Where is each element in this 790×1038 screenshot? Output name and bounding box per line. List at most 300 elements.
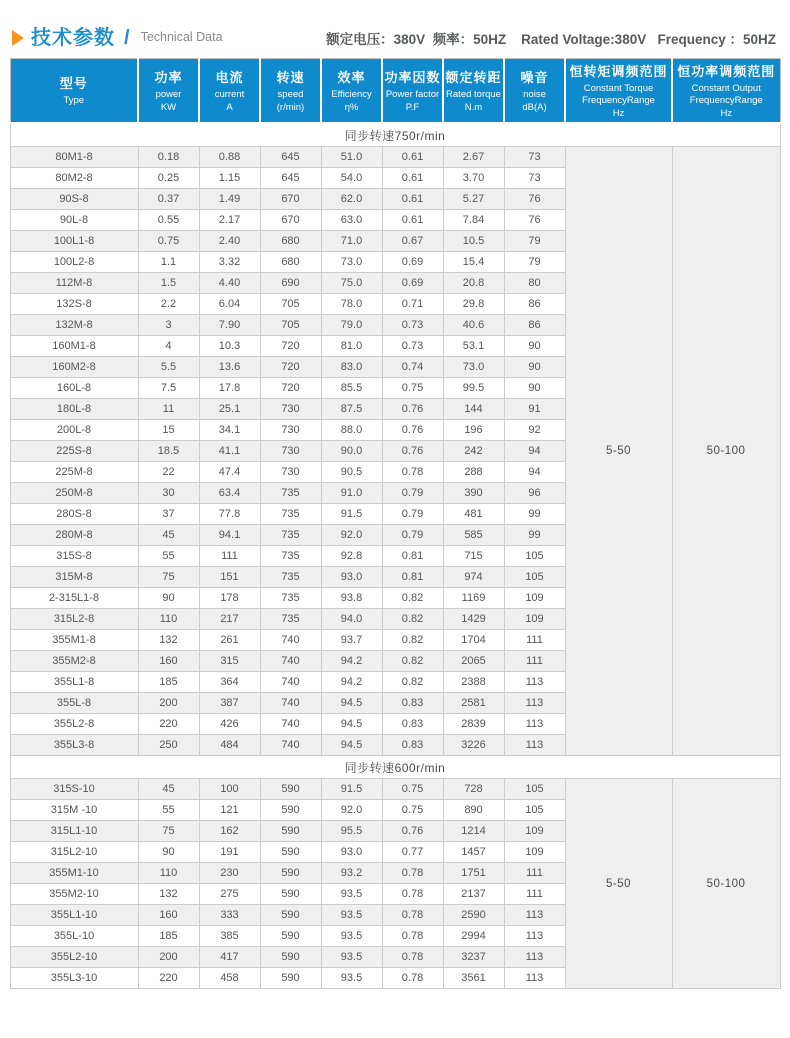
cell: 1457	[443, 842, 504, 863]
cell: 45	[138, 525, 199, 546]
cell: 720	[260, 357, 321, 378]
cell: 78.0	[321, 294, 382, 315]
constant-output-range-cell: 50-100	[672, 779, 780, 989]
cell: 225S-8	[10, 441, 138, 462]
cell: 417	[199, 947, 260, 968]
cell: 720	[260, 378, 321, 399]
cell: 2994	[443, 926, 504, 947]
cell: 3	[138, 315, 199, 336]
cell: 90	[504, 378, 565, 399]
cell: 180L-8	[10, 399, 138, 420]
cell: 735	[260, 609, 321, 630]
cell: 63.0	[321, 210, 382, 231]
cell: 735	[260, 483, 321, 504]
cell: 250	[138, 735, 199, 756]
cell: 0.88	[199, 147, 260, 168]
cell: 225M-8	[10, 462, 138, 483]
cell: 45	[138, 779, 199, 800]
cell: 77.8	[199, 504, 260, 525]
cell: 160M1-8	[10, 336, 138, 357]
cell: 0.82	[382, 630, 443, 651]
cell: 355L-8	[10, 693, 138, 714]
cell: 2.17	[199, 210, 260, 231]
cell: 92.8	[321, 546, 382, 567]
cell: 315L2-8	[10, 609, 138, 630]
cell: 2.40	[199, 231, 260, 252]
table-header	[10, 59, 780, 124]
cell: 91	[504, 399, 565, 420]
column-header	[138, 59, 199, 124]
cell: 1.15	[199, 168, 260, 189]
cell: 90	[138, 588, 199, 609]
cell: 670	[260, 210, 321, 231]
column-header-en: dB(A)	[522, 101, 547, 113]
cell: 109	[504, 842, 565, 863]
cell: 2065	[443, 651, 504, 672]
column-header	[199, 59, 260, 124]
cell: 18.5	[138, 441, 199, 462]
page-title	[12, 28, 223, 48]
cell: 220	[138, 968, 199, 989]
cell: 315L1-10	[10, 821, 138, 842]
column-header	[260, 59, 321, 124]
cell: 730	[260, 441, 321, 462]
cell: 93.0	[321, 567, 382, 588]
cell: 92.0	[321, 525, 382, 546]
constant-output-range-cell: 50-100	[672, 147, 780, 756]
cell: 740	[260, 672, 321, 693]
cell: 0.79	[382, 483, 443, 504]
cell: 160M2-8	[10, 357, 138, 378]
cell: 355L1-10	[10, 905, 138, 926]
cell: 590	[260, 968, 321, 989]
cell: 105	[504, 800, 565, 821]
cell: 93.7	[321, 630, 382, 651]
cell: 0.81	[382, 546, 443, 567]
cell: 735	[260, 546, 321, 567]
cell: 93.8	[321, 588, 382, 609]
cell: 426	[199, 714, 260, 735]
cell: 105	[504, 779, 565, 800]
column-header	[443, 59, 504, 124]
cell: 1704	[443, 630, 504, 651]
cell: 355L3-10	[10, 968, 138, 989]
column-header	[10, 59, 138, 124]
cell: 86	[504, 315, 565, 336]
cell: 2590	[443, 905, 504, 926]
cell: 0.76	[382, 441, 443, 462]
column-header-en: current	[214, 89, 245, 101]
cell: 87.5	[321, 399, 382, 420]
cell: 280M-8	[10, 525, 138, 546]
cell: 2-315L1-8	[10, 588, 138, 609]
column-header-en: P.F	[405, 101, 420, 113]
cell: 590	[260, 779, 321, 800]
column-header-en: Hz	[720, 107, 733, 119]
technical-data-table	[10, 58, 781, 989]
column-header-cn: 功率	[154, 70, 183, 86]
column-header	[504, 59, 565, 124]
cell: 217	[199, 609, 260, 630]
cell: 705	[260, 294, 321, 315]
column-header-en: A	[226, 101, 233, 113]
cell: 132M-8	[10, 315, 138, 336]
cell: 91.0	[321, 483, 382, 504]
column-header-en: KW	[160, 101, 177, 113]
cell: 93.0	[321, 842, 382, 863]
cell: 0.78	[382, 462, 443, 483]
cell: 275	[199, 884, 260, 905]
cell: 2581	[443, 693, 504, 714]
cell: 79	[504, 231, 565, 252]
cell: 55	[138, 546, 199, 567]
cell: 162	[199, 821, 260, 842]
cell: 90.0	[321, 441, 382, 462]
column-header	[672, 59, 780, 124]
cell: 112M-8	[10, 273, 138, 294]
cell: 90	[138, 842, 199, 863]
cell: 0.75	[382, 800, 443, 821]
cell: 75	[138, 821, 199, 842]
cell: 680	[260, 252, 321, 273]
cell: 242	[443, 441, 504, 462]
cell: 29.8	[443, 294, 504, 315]
cell: 93.5	[321, 884, 382, 905]
cell: 92.0	[321, 800, 382, 821]
header-row	[10, 59, 780, 124]
cell: 7.90	[199, 315, 260, 336]
constant-torque-range-cell: 5-50	[565, 147, 672, 756]
cell: 315S-10	[10, 779, 138, 800]
cell: 458	[199, 968, 260, 989]
cell: 196	[443, 420, 504, 441]
cell: 0.76	[382, 399, 443, 420]
cell: 387	[199, 693, 260, 714]
cell: 0.77	[382, 842, 443, 863]
cell: 99	[504, 504, 565, 525]
cell: 7.5	[138, 378, 199, 399]
cell: 1.5	[138, 273, 199, 294]
cell: 111	[504, 884, 565, 905]
cell: 590	[260, 800, 321, 821]
cell: 0.75	[382, 378, 443, 399]
cell: 0.61	[382, 168, 443, 189]
cell: 15.4	[443, 252, 504, 273]
cell: 75.0	[321, 273, 382, 294]
cell: 113	[504, 693, 565, 714]
cell: 0.61	[382, 147, 443, 168]
cell: 34.1	[199, 420, 260, 441]
cell: 99	[504, 525, 565, 546]
cell: 73	[504, 168, 565, 189]
cell: 0.76	[382, 420, 443, 441]
cell: 62.0	[321, 189, 382, 210]
cell: 105	[504, 567, 565, 588]
column-header-cn: 噪音	[520, 70, 549, 86]
cell: 76	[504, 210, 565, 231]
cell: 590	[260, 947, 321, 968]
cell: 111	[504, 863, 565, 884]
cell: 76	[504, 189, 565, 210]
cell: 160	[138, 651, 199, 672]
cell: 94.5	[321, 693, 382, 714]
cell: 54.0	[321, 168, 382, 189]
cell: 160L-8	[10, 378, 138, 399]
cell: 113	[504, 947, 565, 968]
cell: 315S-8	[10, 546, 138, 567]
cell: 390	[443, 483, 504, 504]
cell: 974	[443, 567, 504, 588]
cell: 890	[443, 800, 504, 821]
cell: 0.79	[382, 525, 443, 546]
cell: 1214	[443, 821, 504, 842]
cell: 315M-8	[10, 567, 138, 588]
column-header-cn: 恒转矩调频范围	[569, 64, 668, 79]
title-bar	[0, 0, 790, 58]
cell: 0.61	[382, 210, 443, 231]
cell: 590	[260, 863, 321, 884]
cell: 220	[138, 714, 199, 735]
cell: 2137	[443, 884, 504, 905]
column-header-en: Efficiency	[331, 89, 372, 101]
cell: 55	[138, 800, 199, 821]
cell: 132	[138, 884, 199, 905]
cell: 0.82	[382, 588, 443, 609]
cell: 94.5	[321, 714, 382, 735]
column-header-cn: 功率因数	[384, 70, 441, 86]
cell: 585	[443, 525, 504, 546]
cell: 93.2	[321, 863, 382, 884]
cell: 11	[138, 399, 199, 420]
cell: 110	[138, 863, 199, 884]
cell: 80M2-8	[10, 168, 138, 189]
cell: 2388	[443, 672, 504, 693]
cell: 0.78	[382, 863, 443, 884]
page-title-en: Technical Data	[140, 30, 223, 45]
cell: 250M-8	[10, 483, 138, 504]
cell: 355M2-8	[10, 651, 138, 672]
cell: 91.5	[321, 504, 382, 525]
column-header	[565, 59, 672, 124]
cell: 740	[260, 735, 321, 756]
cell: 93.5	[321, 947, 382, 968]
cell: 94	[504, 462, 565, 483]
cell: 86	[504, 294, 565, 315]
cell: 37	[138, 504, 199, 525]
cell: 1429	[443, 609, 504, 630]
page-title-slash: /	[124, 27, 130, 49]
cell: 355L3-8	[10, 735, 138, 756]
cell: 15	[138, 420, 199, 441]
cell: 200	[138, 693, 199, 714]
column-header-en: Constant Torque	[583, 83, 654, 94]
cell: 670	[260, 189, 321, 210]
cell: 110	[138, 609, 199, 630]
cell: 20.8	[443, 273, 504, 294]
cell: 3.70	[443, 168, 504, 189]
cell: 6.04	[199, 294, 260, 315]
cell: 90	[504, 336, 565, 357]
column-header-en: Constant Output	[691, 83, 761, 94]
cell: 740	[260, 714, 321, 735]
cell: 735	[260, 525, 321, 546]
cell: 0.78	[382, 905, 443, 926]
cell: 113	[504, 735, 565, 756]
cell: 71.0	[321, 231, 382, 252]
column-header	[321, 59, 382, 124]
cell: 3.32	[199, 252, 260, 273]
cell: 100	[199, 779, 260, 800]
cell: 0.37	[138, 189, 199, 210]
cell: 109	[504, 609, 565, 630]
cell: 355M1-10	[10, 863, 138, 884]
cell: 355M1-8	[10, 630, 138, 651]
cell: 590	[260, 821, 321, 842]
cell: 730	[260, 399, 321, 420]
cell: 99.5	[443, 378, 504, 399]
cell: 79.0	[321, 315, 382, 336]
cell: 0.79	[382, 504, 443, 525]
cell: 481	[443, 504, 504, 525]
cell: 53.1	[443, 336, 504, 357]
cell: 2.67	[443, 147, 504, 168]
cell: 63.4	[199, 483, 260, 504]
cell: 94.5	[321, 735, 382, 756]
cell: 261	[199, 630, 260, 651]
column-header-en: Power factor	[385, 89, 440, 101]
cell: 185	[138, 672, 199, 693]
cell: 3561	[443, 968, 504, 989]
cell: 735	[260, 588, 321, 609]
cell: 85.5	[321, 378, 382, 399]
cell: 80	[504, 273, 565, 294]
cell: 590	[260, 884, 321, 905]
cell: 93.5	[321, 905, 382, 926]
cell: 0.82	[382, 672, 443, 693]
cell: 90S-8	[10, 189, 138, 210]
column-header-cn: 效率	[337, 70, 366, 86]
cell: 109	[504, 821, 565, 842]
cell: 13.6	[199, 357, 260, 378]
cell: 280S-8	[10, 504, 138, 525]
cell: 5.5	[138, 357, 199, 378]
column-header-en: FrequencyRange	[582, 95, 655, 107]
cell: 1.49	[199, 189, 260, 210]
cell: 73.0	[321, 252, 382, 273]
cell: 0.69	[382, 252, 443, 273]
cell: 740	[260, 693, 321, 714]
cell: 200L-8	[10, 420, 138, 441]
column-header-en: Hz	[612, 107, 625, 119]
cell: 96	[504, 483, 565, 504]
cell: 5.27	[443, 189, 504, 210]
cell: 10.3	[199, 336, 260, 357]
cell: 333	[199, 905, 260, 926]
cell: 111	[504, 651, 565, 672]
cell: 95.5	[321, 821, 382, 842]
section-band: 同步转速750r/min	[10, 123, 780, 147]
rated-voltage-frequency-label: 额定电压：380V 频率：50HZ Rated Voltage:380V Frequency ：50HZ	[326, 31, 776, 47]
cell: 735	[260, 504, 321, 525]
cell: 22	[138, 462, 199, 483]
cell: 121	[199, 800, 260, 821]
page-title-cn: 技术参数	[31, 27, 115, 49]
cell: 0.75	[138, 231, 199, 252]
cell: 1.1	[138, 252, 199, 273]
cell: 0.18	[138, 147, 199, 168]
cell: 73.0	[443, 357, 504, 378]
section-band-row	[10, 756, 780, 779]
cell: 0.55	[138, 210, 199, 231]
cell: 113	[504, 672, 565, 693]
cell: 81.0	[321, 336, 382, 357]
cell: 94	[504, 441, 565, 462]
cell: 0.78	[382, 926, 443, 947]
column-header-en: power	[155, 89, 182, 101]
cell: 680	[260, 231, 321, 252]
cell: 645	[260, 168, 321, 189]
cell: 715	[443, 546, 504, 567]
cell: 355M2-10	[10, 884, 138, 905]
cell: 113	[504, 926, 565, 947]
cell: 132S-8	[10, 294, 138, 315]
cell: 690	[260, 273, 321, 294]
triangle-bullet-icon	[12, 30, 24, 46]
cell: 0.74	[382, 357, 443, 378]
cell: 0.73	[382, 315, 443, 336]
cell: 0.81	[382, 567, 443, 588]
cell: 88.0	[321, 420, 382, 441]
cell: 105	[504, 546, 565, 567]
column-header-en: (r/min)	[276, 101, 305, 113]
cell: 90.5	[321, 462, 382, 483]
cell: 355L2-10	[10, 947, 138, 968]
cell: 728	[443, 779, 504, 800]
cell: 0.25	[138, 168, 199, 189]
cell: 90L-8	[10, 210, 138, 231]
cell: 2.2	[138, 294, 199, 315]
cell: 25.1	[199, 399, 260, 420]
cell: 178	[199, 588, 260, 609]
cell: 0.78	[382, 947, 443, 968]
cell: 3237	[443, 947, 504, 968]
cell: 0.76	[382, 821, 443, 842]
cell: 0.71	[382, 294, 443, 315]
cell: 0.78	[382, 884, 443, 905]
cell: 151	[199, 567, 260, 588]
cell: 113	[504, 968, 565, 989]
cell: 355L-10	[10, 926, 138, 947]
cell: 0.67	[382, 231, 443, 252]
cell: 315	[199, 651, 260, 672]
cell: 111	[199, 546, 260, 567]
cell: 144	[443, 399, 504, 420]
column-header-en: FrequencyRange	[689, 95, 763, 107]
column-header-cn: 转速	[276, 70, 305, 86]
column-header-cn: 电流	[215, 70, 244, 86]
table-row	[10, 147, 780, 168]
cell: 315L2-10	[10, 842, 138, 863]
column-header-en: N.m	[464, 101, 483, 113]
section-band: 同步转速600r/min	[10, 756, 780, 779]
cell: 94.2	[321, 672, 382, 693]
cell: 740	[260, 630, 321, 651]
cell: 51.0	[321, 147, 382, 168]
constant-torque-range-cell: 5-50	[565, 779, 672, 989]
cell: 730	[260, 420, 321, 441]
cell: 2839	[443, 714, 504, 735]
cell: 160	[138, 905, 199, 926]
